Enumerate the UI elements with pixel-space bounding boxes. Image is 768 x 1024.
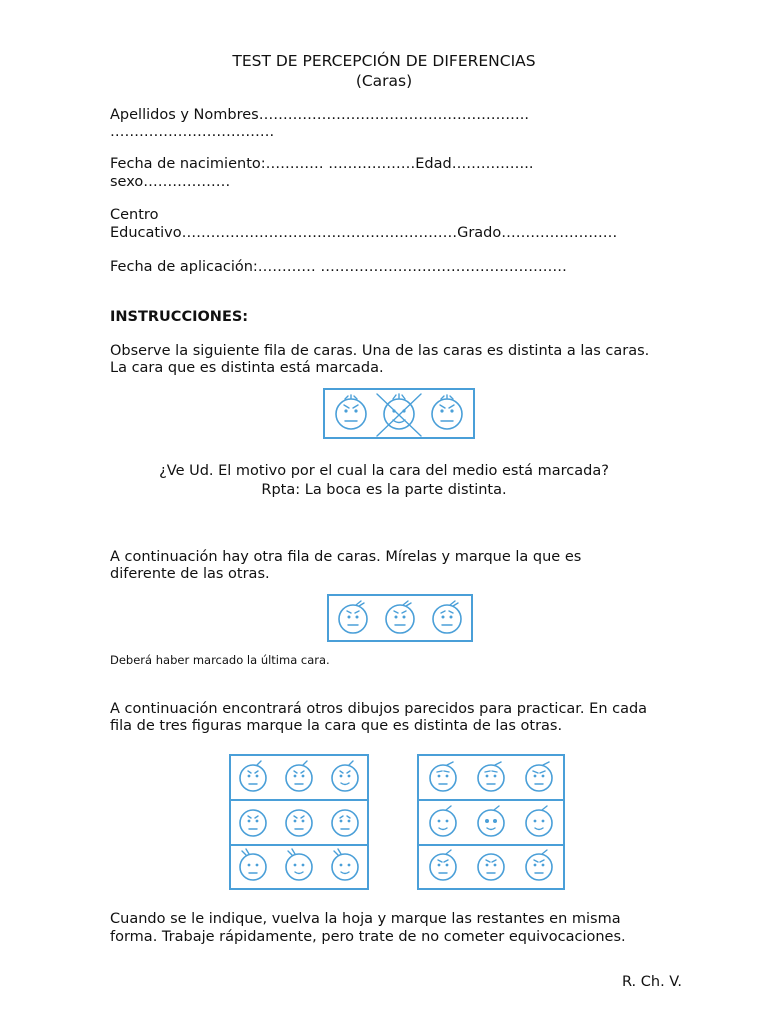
face-icon	[336, 395, 366, 429]
face-icon	[386, 601, 414, 633]
practice-grid-right	[417, 754, 565, 890]
page-subtitle: (Caras)	[355, 72, 413, 90]
face-icon	[430, 762, 456, 791]
face-icon	[240, 810, 266, 836]
application-date-field-line: Fecha de aplicación:………… ……………………………………………	[110, 259, 567, 275]
face-icon	[433, 601, 461, 633]
face-icon	[478, 854, 504, 880]
face-icon	[526, 850, 552, 880]
face-icon	[478, 806, 504, 836]
face-icon	[478, 762, 504, 791]
instructions-paragraph-4-line-2: forma. Trabaje rápidamente, pero trate de no cometer equivocaciones.	[110, 929, 626, 945]
instructions-paragraph-3-line-2: fila de tres figuras marque la cara que es distinta de las otras.	[110, 718, 563, 734]
example-faces-row-unmarked	[327, 594, 473, 642]
face-icon	[526, 806, 552, 836]
author-initials: R. Ch. V.	[622, 974, 682, 990]
face-icon	[240, 849, 266, 880]
answer-line: Rpta: La boca es la parte distinta.	[261, 482, 507, 498]
center-grade-field-line: Educativo…………………………………………………Grado……………………	[110, 225, 618, 241]
instructions-paragraph-4-line-1: Cuando se le indique, vuelva la hoja y marque las restantes en misma	[110, 911, 621, 927]
face-icon	[430, 806, 456, 836]
face-icon	[432, 395, 462, 429]
name-field-line: Apellidos y Nombres………………………………………………..	[110, 107, 529, 123]
instructions-paragraph-1-line-2: La cara que es distinta está marcada.	[110, 360, 384, 376]
face-icon	[286, 810, 312, 836]
instructions-paragraph-2-line-2: diferente de las otras.	[110, 566, 270, 582]
example-note: Deberá haber marcado la última cara.	[110, 653, 330, 667]
face-icon	[332, 849, 358, 880]
name-field-continuation: …………………………….	[110, 124, 275, 140]
face-icon-marked	[377, 394, 421, 436]
face-icon	[332, 810, 358, 836]
practice-grid-left	[229, 754, 369, 890]
sex-field-line: sexo………………	[110, 174, 231, 190]
instructions-paragraph-3-line-1: A continuación encontrará otros dibujos parecidos para practicar. En cada	[110, 701, 648, 717]
instructions-paragraph-1-line-1: Observe la siguiente fila de caras. Una de las caras es distinta a las caras.	[110, 343, 650, 359]
page-title: TEST DE PERCEPCIÓN DE DIFERENCIAS	[232, 52, 536, 70]
example-faces-row-marked	[323, 388, 475, 440]
question-line: ¿Ve Ud. El motivo por el cual la cara del medio está marcada?	[159, 463, 609, 479]
instructions-heading: INSTRUCCIONES:	[110, 309, 249, 325]
instructions-paragraph-2-line-1: A continuación hay otra fila de caras. Mírelas y marque la que es	[110, 549, 582, 565]
face-icon	[332, 761, 358, 791]
face-icon	[286, 849, 312, 880]
birth-date-field-line: Fecha de nacimiento:………… ………………Edad……………..	[110, 156, 534, 172]
face-icon	[339, 601, 367, 633]
face-icon	[240, 761, 266, 791]
face-icon	[430, 850, 456, 880]
face-icon	[526, 762, 552, 791]
center-label: Centro	[110, 207, 159, 223]
face-icon	[286, 761, 312, 791]
